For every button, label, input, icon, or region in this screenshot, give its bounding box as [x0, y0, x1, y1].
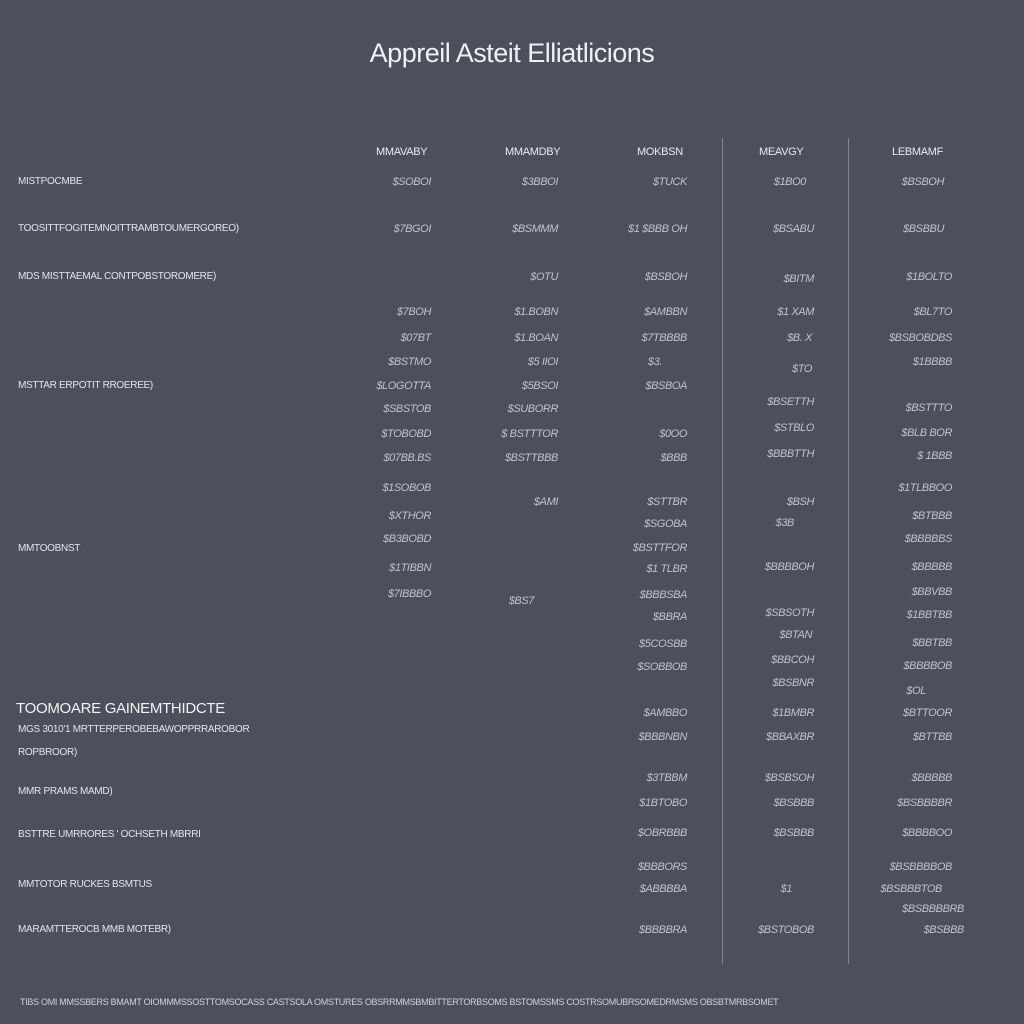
table-cell: $BSBOA	[645, 380, 687, 392]
table-cell: $BSBBB	[773, 797, 814, 809]
table-cell: $B. X	[787, 332, 812, 344]
table-cell: $BBRA	[652, 611, 687, 623]
table-cell: $BBBTTH	[767, 448, 814, 460]
table-cell: $BTTBB	[912, 731, 952, 743]
table-cell: $BSBBBBRB	[902, 903, 964, 915]
table-cell: $1BO0	[773, 176, 806, 188]
table-cell: $BBCOH	[771, 654, 814, 666]
table-cell: $SBSOTH	[765, 607, 814, 619]
table-cell: $1TLBBOO	[898, 482, 952, 494]
table-cell: $BBTBB	[912, 637, 952, 649]
table-cell: $7BOH	[396, 306, 431, 318]
footer-note: TIBS OMI MMSSBERS BMAMT OIOMMMSSOSTTOMSOCASS CASTSOLA OMSTURES OBSRRMMSBMBITTERTORBSOMS BSTOMSSMS COSTRSOMUBRSOMEDRMSMS OBSBTMRBSOMET	[20, 997, 779, 1007]
table-cell: $BSTTTO	[905, 402, 952, 414]
table-cell: $BSTOBOB	[758, 924, 814, 936]
table-cell: $BTBBB	[912, 510, 952, 522]
table-cell: $BBVBB	[911, 586, 952, 598]
table-cell: $TOBOBD	[381, 428, 431, 440]
table-cell: $1.BOBN	[514, 306, 558, 318]
table-cell: $BTAN	[779, 629, 812, 641]
table-cell: $SUBORR	[507, 403, 558, 415]
section-row-label: MMR PRAMS MAMD)	[18, 786, 113, 797]
table-cell: $BBBBOB	[903, 660, 952, 672]
table-cell: $07BT	[400, 332, 431, 344]
table-cell: $ BSTTTOR	[501, 428, 558, 440]
table-cell: $BLB BOR	[901, 427, 952, 439]
column-divider	[848, 138, 849, 964]
table-cell: $BBBSBA	[639, 589, 687, 601]
table-cell: $1SOBOB	[382, 482, 431, 494]
column-divider	[722, 138, 723, 964]
table-cell: $SBSTOB	[383, 403, 431, 415]
table-cell: $BBBBBS	[904, 533, 952, 545]
table-cell: $STBLO	[774, 422, 814, 434]
table-cell: $BBBBRA	[639, 924, 687, 936]
section-title: TOOMOARE GAINEMTHIDCTE	[16, 700, 225, 717]
table-cell: $BBBBB	[911, 561, 952, 573]
column-header-2: MMAMDBY	[505, 146, 561, 158]
row-label: MISTPOCMBE	[18, 176, 83, 187]
table-cell: $AMBBO	[643, 707, 687, 719]
table-cell: $BSBBB	[773, 827, 814, 839]
table-cell: $BSABU	[772, 223, 814, 235]
table-cell: $AMI	[533, 496, 558, 508]
table-cell: $BTTOOR	[903, 707, 952, 719]
page-title: Appreil Asteit Elliatlicions	[369, 38, 655, 68]
table-cell: $BSBNR	[772, 677, 814, 689]
table-cell: $BS7	[508, 595, 534, 607]
table-cell: $STTBR	[647, 496, 687, 508]
table-cell: $1TIBBN	[389, 562, 431, 574]
row-label: MSTTAR ERPOTIT RROEREE)	[18, 380, 153, 391]
table-cell: $BBBBB	[911, 772, 952, 784]
table-cell: $OTU	[530, 271, 558, 283]
table-cell: $1 XAM	[777, 306, 814, 318]
table-cell: $1 TLBR	[646, 563, 687, 575]
section-row-label: MMTOTOR RUCKES BSMTUS	[18, 879, 152, 890]
table-cell: $5 IIOI	[527, 356, 558, 368]
table-cell: $BSBOBDBS	[888, 332, 952, 344]
table-cell: $1BBBB	[912, 356, 952, 368]
table-cell: $1	[780, 883, 792, 895]
table-cell: $BBBBOO	[902, 827, 952, 839]
table-cell: $OBRBBB	[637, 827, 687, 839]
table-cell: $SOBOI	[392, 176, 431, 188]
row-label: TOOSITTFOGITEMNOITTRAMBTOUMERGOREO)	[18, 223, 239, 234]
table-cell: $5COSBB	[639, 638, 687, 650]
table-cell: $7IBBBO	[387, 588, 431, 600]
table-cell: $3TBBM	[646, 772, 687, 784]
table-cell: $BBB	[660, 452, 687, 464]
table-cell: $TUCK	[652, 176, 687, 188]
column-header-5: LEBMAMF	[892, 146, 944, 158]
table-cell: $3BBOI	[521, 176, 558, 188]
table-cell: $BL7TO	[913, 306, 952, 318]
table-cell: $1BTOBO	[639, 797, 687, 809]
table-cell: $BSTTFOR	[632, 542, 687, 554]
section-row-label: MARAMTTEROCB MMB MOTEBR)	[18, 924, 171, 935]
table-cell: $7BGOI	[393, 223, 431, 235]
table-cell: $07BB.BS	[383, 452, 431, 464]
column-header-4: MEAVGY	[759, 146, 804, 158]
row-label: MDS MISTTAEMAL CONTPOBSTOROMERE)	[18, 271, 217, 282]
table-cell: $AMBBN	[644, 306, 687, 318]
table-cell: $BSBBBTOB	[880, 883, 942, 895]
table-cell: $3.	[647, 356, 662, 368]
table-cell: $BITM	[783, 273, 814, 285]
table-cell: $SOBBOB	[637, 661, 687, 673]
table-cell: $XTHOR	[388, 510, 431, 522]
table-cell: $BBBNBN	[638, 731, 687, 743]
table-cell: $B3BOBD	[383, 533, 431, 545]
table-cell: $BBBBOH	[764, 561, 814, 573]
table-cell: $3B	[775, 517, 794, 529]
table-cell: $BSH	[786, 496, 814, 508]
table-cell: $BSTMO	[388, 356, 431, 368]
table-cell: $BSBBBBR	[897, 797, 952, 809]
table-cell: $0OO	[659, 428, 687, 440]
table-cell: $ 1BBB	[917, 450, 952, 462]
table-cell: $ABBBBA	[639, 883, 687, 895]
row-label: MMTOOBNST	[18, 543, 81, 554]
table-cell: $BSBBU	[902, 223, 944, 235]
table-cell: $BSBBB	[923, 924, 964, 936]
table-cell: $BBAXBR	[766, 731, 814, 743]
table-cell: $1BMBR	[772, 707, 814, 719]
table-cell: $1.BOAN	[514, 332, 558, 344]
table-cell: $7TBBBB	[641, 332, 687, 344]
table-cell: $SGOBA	[644, 518, 687, 530]
table-cell: $BBBORS	[637, 861, 687, 873]
section-line: ROPBROOR)	[18, 747, 77, 758]
table-cell: $OL	[906, 685, 926, 697]
table-cell: $TO	[792, 363, 812, 375]
section-line: MGS 3010'1 MRTTERPEROBEBAWOPPRRAROBOR	[18, 724, 250, 735]
table-cell: $1BOLTO	[906, 271, 952, 283]
table-cell: $1BBTBB	[906, 609, 952, 621]
table-cell: $BSETTH	[767, 396, 814, 408]
table-cell: $BSBOH	[644, 271, 687, 283]
table-cell: $LOGOTTA	[376, 380, 431, 392]
table-cell: $BSMMM	[512, 223, 558, 235]
column-header-3: MOKBSN	[637, 146, 683, 158]
table-cell: $BSBOH	[901, 176, 944, 188]
table-cell: $5BSOI	[521, 380, 558, 392]
section-row-label: BSTTRE UMRRORES ' OCHSETH MBRRI	[18, 829, 201, 840]
column-header-1: MMAVABY	[376, 146, 428, 158]
table-cell: $BSBBBBOB	[889, 861, 952, 873]
table-cell: $1 $BBB OH	[628, 223, 687, 235]
table-cell: $BSBSOH	[764, 772, 814, 784]
table-cell: $BSTTBBB	[504, 452, 558, 464]
